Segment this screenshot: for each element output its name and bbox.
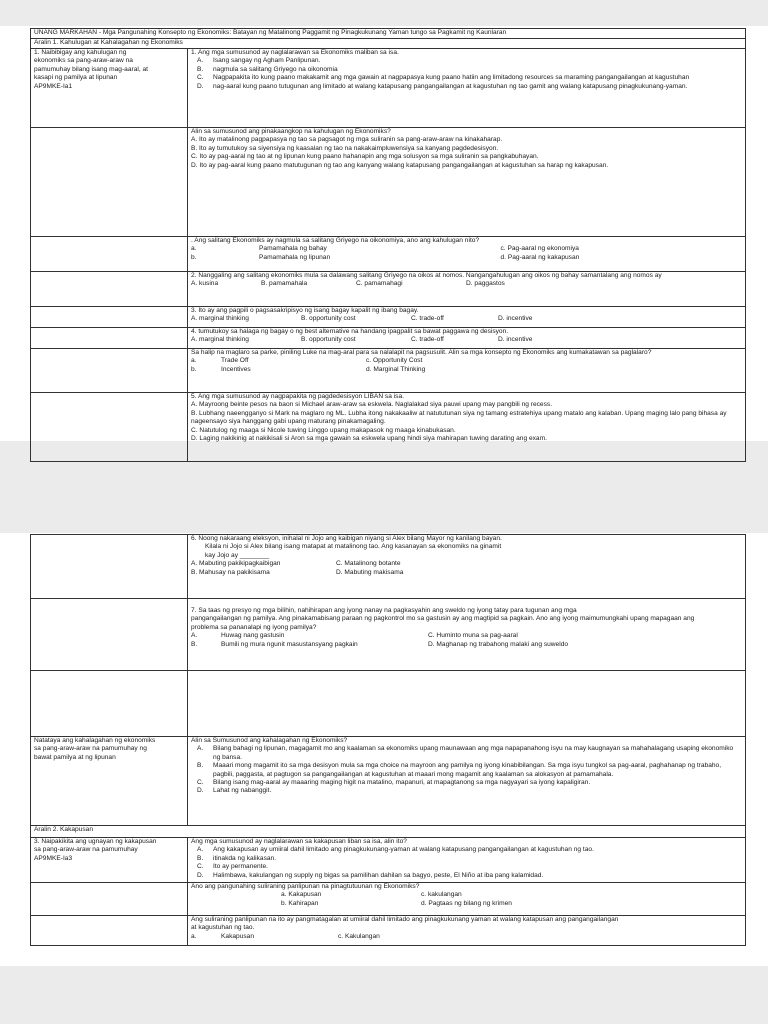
option-c: C. Nagpapakita ito kung paano makakamit ang mga gawain at nagpapasya kung paano hatiin ang limitadong resources sa maraming pangangailangan at kagustuhan: [197, 74, 690, 82]
question-stem: 7. Sa taas ng presyo ng mga bilihin, nahihirapan ang iyong nanay na pagkasyahin ang sweldo ng iyong tatay para tugunan ang mga: [191, 607, 577, 614]
option-d: D. Maghanap ng trabahong malaki ang suweldo: [428, 640, 569, 648]
option-c: c. Pag-aaral ng ekonomiya: [500, 245, 579, 253]
question-stem-cont: Kilala ni Jojo si Alex bilang isang matapat at matalinong tao. Ang kasanayan sa ekonomiks na ginamit: [205, 543, 502, 551]
competency-line: kasapi ng pamilya at lipunan: [34, 74, 118, 82]
aralin-2-heading: Aralin 2. Kakapusan: [31, 826, 746, 838]
option-c: C. Bilang isang mag-aaral ay maaaring maging higit na matalino, mapanuri, at mapagtanong sa mga nagyayari sa iyong kapaligiran.: [197, 779, 591, 787]
option-b: B. Maaari mong magamit ito sa mga desisyon mula sa mga choice na mayroon ang pamilya ng iyong kinabibilangan. Sa mga isyu tungkol sa pag-aaral, paghahanap ng trabaho, pagbili, paggasta, at pagtugon sa pangangailangan at kagustuhan at maaari mong magamit ang kaalaman sa alokasyon at pamamahala.: [197, 762, 722, 778]
option-b-marker: B.: [191, 640, 198, 648]
competency-code: AP9MKE-Ia1: [34, 82, 73, 90]
option-a: A. kusina: [191, 280, 219, 288]
quiz-table-page-2: [30, 534, 746, 946]
option-d: D. nag-aaral kung paano tutugunan ang limitado at walang katapusang pangangailangan at kagustuhan ng tao gamit ang walang katapusang pinagkukunang-yaman.: [197, 82, 688, 90]
question-stem: Ang mga sumusunod ay naglalarawan sa kakapusan liban sa isa, alin ito?: [191, 838, 407, 845]
question-8-cell: [188, 393, 746, 462]
option-a: Trade Off: [221, 357, 249, 365]
question-11-cell: [188, 737, 746, 826]
question-stem-cont: at kagustuhan ng tao.: [191, 924, 255, 932]
competency-line: Natataya ang kahalagahan ng ekonomiks: [34, 737, 156, 744]
option-b: B. itinakda ng kalikasan.: [197, 854, 277, 862]
competency-line: 1. Naibibigay ang kahulugan ng: [34, 49, 127, 56]
option-b: b. Kahirapan: [281, 899, 319, 907]
option-b: B. opportunity cost: [301, 336, 356, 344]
question-6-cell: [188, 328, 746, 349]
question-stem: . Ang salitang Ekonomiks ay nagmula sa salitang Griyego na oikonomiya, ano ang kahulugan nito?: [191, 237, 480, 244]
option-d: D. Mabuting makisama: [336, 568, 404, 576]
question-stem: 4. tumutukoy sa halaga ng bagay o ng best alternative na handang ipagpalit sa bawat paggawa ng desisyon.: [191, 328, 509, 335]
option-c: C. Ito ay pag-aaral ng tao at ng lipunan kung paano hahanapin ang mga solusyon sa mga suliranin sa pangkabuhayan.: [191, 153, 539, 161]
option-a: Pamamahala ng bahay: [259, 245, 327, 253]
option-a-marker: a.: [191, 245, 197, 253]
question-stem-cont: pangangailangan ng pamilya. Ang pinakamabisang paraan ng pagkontrol mo sa gastusin ay ang magtipid sa pagkain. Ano ang iyong maimumungkahi upang mapagaan ang: [191, 615, 695, 623]
question-3-cell: [188, 237, 746, 272]
empty-cell: [31, 671, 188, 737]
question-stem: 6. Noong nakaraang eleksyon, inihalal ni Jojo ang kaibigan niyang si Alex bilang Mayor ng kanilang bayan.: [191, 535, 502, 542]
quarter-title: UNANG MARKAHAN - Mga Pangunahing Konsepto ng Ekonomiks: Batayan ng Matalinong Paggamit ng Pinagkukunang Yaman tungo sa Pagkamit ng Kaunlaran: [31, 29, 746, 39]
option-b: B. nagmula sa salitang Griyego na oikonomia: [197, 65, 338, 73]
option-c: c. Opportunity Cost: [366, 357, 423, 365]
option-d: d. Marginal Thinking: [366, 365, 426, 373]
option-a: a. Kakapusan: [281, 891, 322, 899]
option-c: C. pamamahagi: [356, 280, 403, 288]
empty-cell: [31, 916, 188, 946]
question-2-cell: [188, 128, 746, 237]
competency-line: ekonomiks sa pang-araw-araw na: [34, 57, 133, 65]
question-13-cell: [188, 883, 746, 916]
option-a: A. Ang kakapusan ay umiiral dahil limitado ang pinagkukunang-yaman at walang katapusang pangangailangan at kagustuhan ng tao.: [197, 846, 594, 854]
option-d: D. Lahat ng nabanggit.: [197, 787, 272, 795]
question-1-cell: [188, 49, 746, 128]
empty-cell: [31, 599, 188, 671]
option-c: C. trade-off: [411, 315, 444, 323]
option-a-marker: a.: [191, 932, 197, 940]
option-b-marker: b.: [191, 253, 197, 261]
option-c: c. kakulangan: [421, 891, 462, 899]
option-a: A. Ito ay matalinong pagpapasya ng tao sa pagsagot ng mga suliranin sa pang-araw-araw na kinakaharap.: [191, 136, 503, 144]
option-d: D. incentive: [498, 336, 533, 344]
question-stem: Alin sa sumusunod ang pinakaangkop na kahulugan ng Ekonomiks?: [191, 128, 391, 135]
option-d: d. Pag-aaral ng kakapusan: [500, 253, 580, 261]
question-stem: 3. Ito ay ang pagpili o pagsasakripisyo ng isang bagay kapalit ng ibang bagay.: [191, 307, 419, 314]
competency-code: AP9MKE-Ia3: [34, 854, 73, 862]
competency-line: bawat pamilya at ng lipunan: [34, 753, 116, 761]
option-b: B. opportunity cost: [301, 315, 356, 323]
empty-cell: [31, 883, 188, 916]
question-7-cell: [188, 349, 746, 393]
competency-line: pamumuhay bilang isang mag-aaral, at: [34, 65, 148, 73]
empty-cell: [31, 128, 188, 237]
empty-cell: [31, 272, 188, 307]
option-c: C. Ito ay permanente.: [197, 863, 268, 871]
option-a: A. marginal thinking: [191, 336, 249, 344]
option-a: A. marginal thinking: [191, 315, 249, 323]
question-12-cell: [188, 838, 746, 883]
empty-cell: [31, 307, 188, 328]
option-d: D. incentive: [498, 315, 533, 323]
page-gap-1: [0, 0, 768, 26]
option-b: Incentives: [221, 365, 251, 373]
competency-2-cell: [31, 737, 188, 826]
option-d: D. paggastos: [466, 280, 505, 288]
question-stem-cont: problema sa pananalapi ng iyong pamilya?: [191, 623, 317, 631]
competency-line: sa pang-araw-araw na pamumuhay ng: [34, 745, 147, 753]
quiz-table-page-1: [30, 28, 746, 462]
page-gap-3: [0, 966, 768, 1024]
option-a: A. Mayroong beinte pesos na baon si Michael araw-araw sa eskwela. Naglalakad siya pauwi upang may pangbili ng recess.: [191, 401, 553, 409]
option-d: d. Pagtaas ng bilang ng krimen: [421, 899, 512, 907]
question-stem: 5. Ang mga sumusunod ay nagpapakita ng pagdedesisyon LIBAN sa isa.: [191, 393, 404, 400]
question-5-cell: [188, 307, 746, 328]
option-a: A. Bilang bahagi ng lipunan, magagamit mo ang kaalaman sa ekonomiks upang maunawaan ang mga napapanahong isyu na may kaugnayan sa mahahalagang usaping ekonomiko ng bansa.: [197, 745, 734, 761]
question-stem: Ang suliraning panlipunan na ito ay pangmatagalan at umiiral dahil limitado ang pinagkukunang yaman at walang katapusan ang pangangailangan: [191, 916, 619, 923]
question-stem: 1. Ang mga sumusunod ay naglalarawan sa Ekonomiks maliban sa isa.: [191, 49, 399, 56]
option-c: C. trade-off: [411, 336, 444, 344]
option-c: C. Natutulog ng maaga si Nicole tuwing Linggo upang makapasok ng maaga kinabukasan.: [191, 426, 456, 434]
empty-cell: [31, 349, 188, 393]
question-9-cell: [188, 535, 746, 599]
option-b: Bumili ng mura ngunit masustansyang pagkain: [221, 640, 358, 648]
option-b: B. pamamahala: [261, 280, 308, 288]
empty-cell: [31, 535, 188, 599]
option-a: A. Mabuting pakikipagkaibigan: [191, 560, 281, 568]
question-10-cell: [188, 599, 746, 671]
question-stem: Alin sa Sumusunod ang kahalagahan ng Ekonomiks?: [191, 737, 348, 744]
option-b: Pamamahala ng lipunan: [259, 253, 331, 261]
option-c: C. Huminto muna sa pag-aaral: [428, 632, 518, 640]
competency-3-cell: [31, 838, 188, 883]
option-c: C. Matalinong botante: [336, 560, 401, 568]
option-c: c. Kakulangan: [338, 932, 380, 940]
option-b: B. Lubhang naeengganyo si Mark na maglaro ng ML. Lubha itong nakakaaliw at natututunan siya ng tamang estratehiya upang matalo ang kalaban. Upang maging lalo pang bihasa ay nageensayo siya hanggang gabi upang maturang pinakamagaling.: [191, 409, 727, 426]
option-b-marker: b.: [191, 365, 197, 373]
option-d: D. Laging nakikinig at nakikisali si Aron sa mga gawain sa eskwela upang hindi siya mahirapan tuwing darating ang exam.: [191, 435, 547, 443]
option-b: B. Mahusay na pakikisama: [191, 568, 270, 576]
empty-cell: [31, 328, 188, 349]
question-blank: kay Jojo ay ________: [205, 551, 270, 559]
option-a: Kakapusan: [221, 932, 254, 940]
question-stem: Ano ang pangunahing suliraning panlipunan na pinagtutuunan ng Ekonomiks?: [191, 883, 420, 890]
option-a-marker: A.: [191, 632, 198, 640]
question-14-cell: [188, 916, 746, 946]
question-stem: 2. Nanggaling ang salitang ekonomiks mula sa dalawang salitang Griyego na oikos at nomos. Nangangahulugan ang oikos ng bahay samantalang ang nomos ay: [191, 272, 662, 279]
empty-cell: [31, 393, 188, 462]
question-stem: Sa halip na maglaro sa parke, piniling Luke na mag-aral para sa nalalapit na pagsusulit. Alin sa mga konsepto ng Ekonomiks ang kumakatawan sa paglalaro?: [191, 349, 652, 356]
competency-line: sa pang-araw-araw na pamumuhay: [34, 846, 138, 854]
question-4-cell: [188, 272, 746, 307]
option-d: D. Halimbawa, kakulangan ng supply ng bigas sa pamilihan dahilan sa bagyo, peste, El Niño at iba pang kalamidad.: [197, 871, 544, 879]
competency-line: 3. Naipakikita ang ugnayan ng kakapusan: [34, 838, 157, 845]
empty-cell: [31, 237, 188, 272]
empty-cell: [188, 671, 746, 737]
aralin-1-heading: Aralin 1. Kahulugan at Kahalagahan ng Ekonomiks: [31, 39, 746, 49]
option-a: Huwag nang gastusin: [221, 632, 285, 640]
option-a-marker: a.: [191, 357, 197, 365]
option-d: D. Ito ay pag-aaral kung paano matutugunan ng tao ang kanyang walang katapusang pangangailangan at kagustuhan sa harap ng kakapusan.: [191, 161, 609, 169]
option-b: B. Ito ay tumutukoy sa siyensiya ng kaasalan ng tao na nakakaimpluwensiya sa kanyang pagdedesisyon.: [191, 144, 499, 152]
option-a: A. Isang sangay ng Agham Panlipunan.: [197, 57, 321, 65]
competency-1-cell: [31, 49, 188, 128]
